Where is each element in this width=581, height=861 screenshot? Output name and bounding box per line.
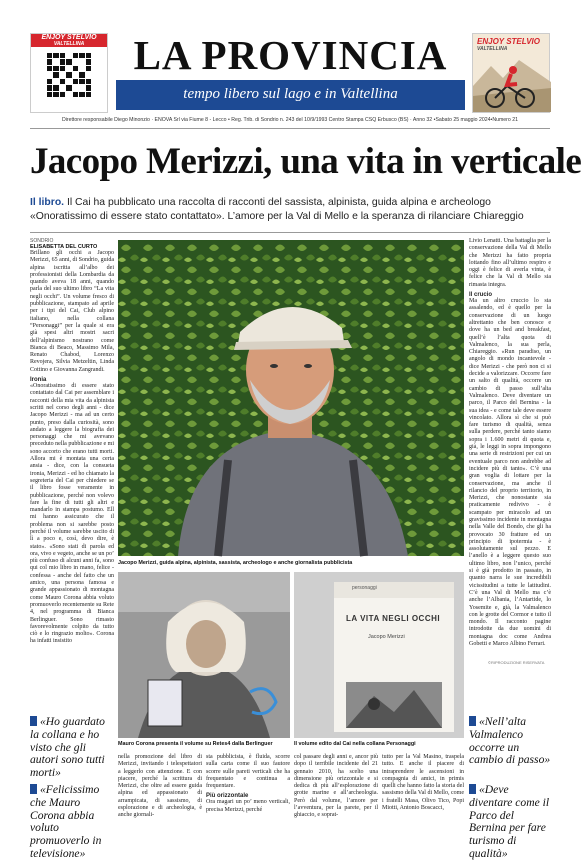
article-headline: Jacopo Merizzi, una vita in verticale bbox=[30, 141, 581, 182]
deck-divider bbox=[30, 232, 550, 233]
byline: ELISABETTA DEL CURTO bbox=[30, 244, 98, 250]
paragraph: Brillano gli occhi a Jacopo Merizzi, 65 anni, di Sondrio, guida alpina iscritta all’albo dei professionisti della Lombardia da quando aveva 18 anni, quando parla del suo ultimo libro “La vita negli occhi”. Un volume fresco di pubblicazione, stampato ad aprile per i tipi del Cai, Club alpino italiano, nella collana “Personaggi” per la quale si era già spesi altri mostri sacri dell’alpinismo nostrano come Bianca di Beaco, Massimo Mila, Renato Chabod, Lorenzo Revojera, Silvia Metzeltin, Linda Cottino e Giovanna Zangrandi. bbox=[30, 250, 114, 373]
column-1 bbox=[30, 238, 114, 712]
corona-photo bbox=[118, 572, 290, 738]
paragraph: Ma un altro cruccio lo sta assalendo, ed è quello per la conservazione di un luogo altrettanto che ben conosce e dove ha un bed and breakfast, quell’è l’alta quota di Valmalenco, la sua perla, Chiareggio. «Run paradiso, un angolo di mondo incantevole - dice Merizzi - che però non ci si decide a valorizzare. Occorre fare un salto di qualità, occorre un cambio di passo sull’alta Valmalenco. Deve diventare un parco, il Parco del Bernina - la sua idea - e come tale deve essere vincolato. Allora sì che si può fare turismo di qualità, senza sulla perdere, perché tanto siamo sopra i 1.600 metri di quota e, già, le leggi in sopra impongono una serie di restrizioni per cui un eventuale parco non andrebbe ad incidere più di tanto». C’è una gran voglia di lottare per la conservazione, ma anche il rilancio del proprio territorio, in Merizzi, che nonostante sia praticamente redivivo - è scampato per miracolo ad un gravissimo incidente in montagna nella Valle del Bondo, che gli ha provocato 30 fratture ed un principio di ipotermia - è assolutamente sul pezzo. E l’anello è a leggere questo suo ultimo libro, non l’unico, perché si è già prodotto in passato, in quanto narra le sue incredibili vicissitudini a tutte le latitudini. C’è una Val di Mello ma c’è anche l’Albania, l’Antartide, lo Yosemite e, già, la Valmalenco con le grotte del Cormor e tutto il mondo. Il racconto pagine introdotte da due uomini di montagna doc come Andrea Gobetti e Marco Albino Ferrari. bbox=[469, 298, 551, 648]
column-6 bbox=[469, 238, 551, 656]
column-5 bbox=[382, 754, 464, 846]
subhead-ironia: Ironia bbox=[30, 377, 47, 384]
main-photo-caption: Jacopo Merizzi, guida alpina, alpinista, sassista, archeologo e anche giornalista pubblicista bbox=[118, 560, 353, 566]
quote-mark-icon bbox=[30, 784, 37, 794]
ad-left-qr[interactable] bbox=[30, 33, 108, 113]
corona-caption: Mauro Corona presenta il volume su Retes4 dalla Berlinguer bbox=[118, 741, 273, 747]
paragraph: sta pubblicista, è fluida, scorre sulla carta come il suo fautore scorre sulle pareti verticali che ha frequentato e continua a frequentare. bbox=[206, 754, 290, 790]
paragraph: nella promozione del libro di Merizzi, invitando i telespettatori a leggerlo con attenzione. E con piacere, perché la scrittura di Merizzi, che oltre ad essere guida alpina ed appassionato di arrampicata, di sassismo, di esplorazione e di archeologia, è anche giornali- bbox=[118, 754, 202, 819]
quote-mark-icon bbox=[469, 784, 476, 794]
paragraph: tutto per la Val Masino, traspela tutto. E anche il piacere di intraprendere le ascensioni in compagnia di amici, in primis quelli che hanno fatto la storia del sassismo della Val di Mello, come i fratelli Masa, Olivo Tico, Popi Miotti, Antonio Boscacci, bbox=[382, 754, 464, 812]
column-2 bbox=[118, 754, 202, 846]
header-divider bbox=[30, 128, 550, 129]
paragraph: Ora magari un po’ meno verticali, precisa Merizzi, perché bbox=[206, 799, 290, 813]
pull-quote-2: «Felicissimo che Mauro Corona abbia voluto promuoverlo in televisione» bbox=[30, 783, 102, 860]
pull-quote-3: «Nell’alta Valmalenco occorre un cambio di passo» bbox=[469, 715, 551, 767]
ad-right-brand: ENJOY STELVIO VALTELLINA bbox=[477, 37, 540, 52]
column-3 bbox=[206, 754, 290, 846]
masthead bbox=[116, 33, 465, 113]
subhead-orizzontale: Più orizzontale bbox=[206, 793, 249, 800]
subhead-crucio: Il crucio bbox=[469, 292, 493, 299]
newspaper-title: LA PROVINCIA bbox=[133, 32, 448, 78]
masthead-tagline: tempo libero sul lago e in Valtellina bbox=[116, 80, 465, 110]
copyright-note: ©RIPRODUZIONE RISERVATA bbox=[488, 660, 545, 665]
book-title: LA VITA NEGLI OCCHI bbox=[346, 614, 441, 623]
article-kicker: Il libro. bbox=[30, 197, 65, 208]
column-4 bbox=[294, 754, 378, 846]
book-cover-image bbox=[294, 572, 464, 738]
book-series: personaggi bbox=[352, 585, 377, 591]
paragraph: col passare degli anni e, ancor più dopo il terribile incidente del 21 gennaio 2010, ha scelto una dimensione più orizzontale e si dedica di più all’esplorazione di grotte marine e all’archeologia. Però dal volume, l’amore per l’avventura, per la parete, per il ghiaccio, e soprat- bbox=[294, 754, 378, 819]
paragraph: Livio Lenatti. Una battaglia per la conservazione della Val di Mello che Merizzi ha fatto propria lottando fino all’ultimo respiro e oggi è felice di averla vinta, è felice che la Val di Mello sia rimasta integra. bbox=[469, 238, 551, 288]
article-subtitle: Il Cai ha pubblicato una raccolta di racconti del sassista, alpinista, guida alpina e archeologo «Onoratissimo di essere stato contattato». L’amore per la Val di Mello e la speranza di rilanciare Chiareggio bbox=[30, 197, 524, 222]
credits-line: Direttore responsabile Diego Minonzio · ENOVA Srl via Fiume 8 - Lecco • Reg. Trib. di Sondrio n. 243 del 10/9/1993 Centro Stampa CSQ Erbusco (BS) · Anno 32 •Sabato 25 maggio 2024•Numero 21 bbox=[61, 117, 519, 123]
book-caption: Il volume edito dal Cai nella collana Personaggi bbox=[294, 741, 416, 747]
article-deck bbox=[30, 196, 550, 224]
ad-left-brand: ENJOY STELVIO VALTELLINA bbox=[31, 34, 107, 47]
dateline: SONDRIO bbox=[30, 238, 54, 244]
paragraph: «Onoratissimo di essere stato contattato dal Cai per assemblare i racconti della mia vita da alpinista scritti nel corso degli anni - dice Jacopo Merizzi - ma ad un certo punto, preso dalla curiosità, sono andato a leggere la biografia dei personaggi che mi avevano preceduto nella pubblicazione e mi sono accorto che erano tutti morti. Allora mi è montata una certa ansia - dice, con la consueta ironia, Merizzi - ed ho chiamato la segreteria del Cai per chiedere se il libro fosse veramente in pubblicazione, perché non volevo fare la fine di tutti gli altri e mandarlo in stampa postumo. Ell mi hanno assicurato che il problema non si sarebbe posto perché il volume sarebbe uscito di lì a poco e, così, devo dire, è stato». «Sono stati di parola ed ora, vivo e vegeto, anche se un po’ più confuso di alcuni anni fa, sono qui col mio libro in mano, felice - confessa - anche del fatto che un amico, una persona famosa e grande appassionato di montagna come Mauro Corona abbia voluto promuoverlo recentemente su Rete 4, nel programma di Bianca Berlinguer. Sono rimasto favorevolmente colpito da tutto ciò e lo ringrazio molto». Corona ha infatti insistito bbox=[30, 383, 114, 645]
quote-mark-icon bbox=[30, 716, 37, 726]
ad-right-cyclist[interactable] bbox=[472, 33, 550, 113]
portrait-image bbox=[118, 240, 464, 556]
book-author: Jacopo Merizzi bbox=[368, 634, 405, 640]
cyclist-icon bbox=[473, 52, 551, 112]
quote-mark-icon bbox=[469, 716, 476, 726]
pull-quote-1: «Ho guardato la collana e ho visto che gli autori sono tutti morti» bbox=[30, 715, 105, 780]
pull-quote-4: «Deve diventare come il Parco del Bernina per fare turismo di qualità» bbox=[469, 783, 550, 860]
corona-image bbox=[118, 572, 290, 738]
main-photo bbox=[118, 240, 464, 556]
book-photo bbox=[294, 572, 464, 738]
qr-code-icon bbox=[47, 53, 91, 97]
